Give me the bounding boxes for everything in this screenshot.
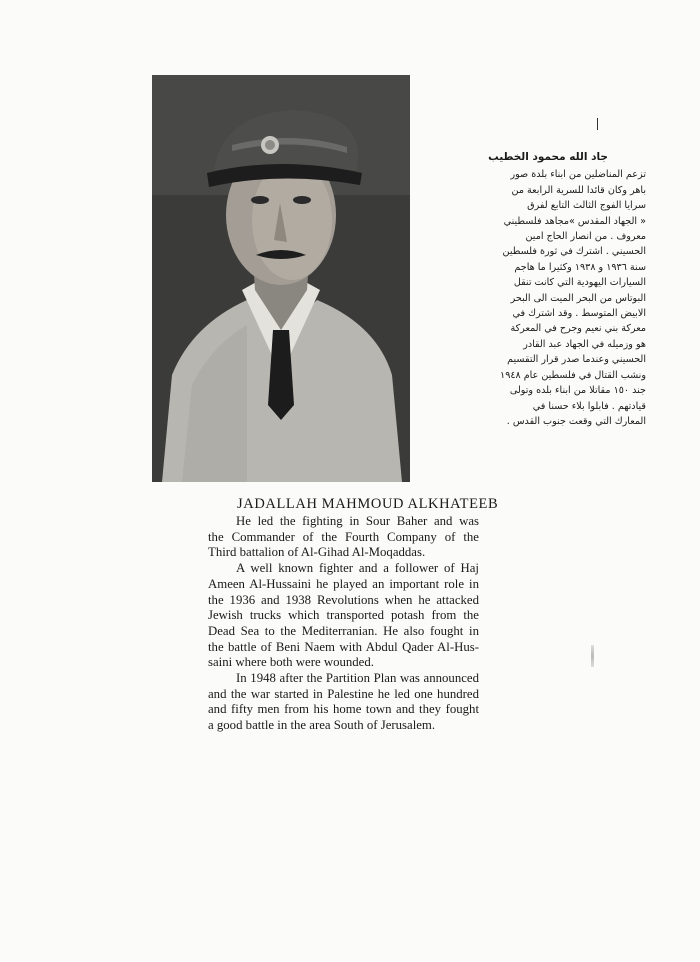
arabic-line: الحسيني . اشترك في ثورة فلسطين xyxy=(502,246,646,258)
arabic-line: باهر وكان قائدا للسرية الرابعة من xyxy=(511,184,646,196)
english-line: a good battle in the area South of Jerusalem. xyxy=(208,718,436,733)
arabic-line: ونشب القتال في فلسطين عام ١٩٤٨ xyxy=(500,369,646,381)
arabic-line: البوتاس من البحر الميت الى البحر xyxy=(510,292,646,304)
arabic-line: السيارات اليهودية التي كانت تنقل xyxy=(513,277,646,289)
arabic-line: الحسيني وعندما صدر قرار التقسيم xyxy=(507,354,646,366)
arabic-line: سنة ١٩٣٦ و ١٩٣٨ وكثيرا ما هاجم xyxy=(514,261,646,273)
portrait-photo xyxy=(152,75,410,482)
arabic-line: المعارك التي وقعت جنوب القدس . xyxy=(506,415,646,427)
english-title: JADALLAH MAHMOUD ALKHATEEB xyxy=(237,496,499,512)
english-line: Jewish trucks which transported potash from the xyxy=(208,608,479,623)
arabic-line: جند ١٥٠ مقاتلا من ابناء بلده وتولى xyxy=(509,385,646,397)
english-line: He led the fighting in Sour Baher and was xyxy=(236,514,479,528)
english-line: saini where both were wounded. xyxy=(208,655,374,670)
arabic-line: معروف . من انصار الحاج امين xyxy=(525,231,646,243)
english-line: In 1948 after the Partition Plan was announced xyxy=(236,671,479,686)
english-line: the Commander of the Fourth Company of the xyxy=(208,529,479,544)
arabic-line: معركة بني نعيم وجرح في المعركة xyxy=(510,323,646,335)
arabic-line: تزعم المناضلين من ابناء بلدة صور xyxy=(510,169,646,181)
arabic-line: قيادتهم . فابلوا بلاء حسنا في xyxy=(532,400,646,412)
arabic-line: الابيض المتوسط . وقد اشترك في xyxy=(512,308,646,320)
arabic-title: جاد الله محمود الخطيب xyxy=(488,151,608,163)
english-line: and the war started in Palestine he led one hundred xyxy=(208,686,479,701)
english-line: Third battalion of Al-Gihad Al-Moqaddas. xyxy=(208,545,426,560)
english-line: Ameen Al-Hussaini he played an important role in xyxy=(208,576,479,591)
arabic-line: هو وزميله في الجهاد عبد القادر xyxy=(523,338,646,350)
portrait-illustration xyxy=(152,75,410,482)
english-line: and fifty men from his home town and they fought xyxy=(208,702,479,717)
arabic-line: سرايا الفوج الثالث التابع لفرق xyxy=(527,200,646,212)
english-biography xyxy=(208,514,479,734)
corner-mark xyxy=(597,118,598,130)
english-line: Dead Sea to the Mediterranian. He also fought in xyxy=(208,623,479,638)
english-line: A well known fighter and a follower of Haj xyxy=(236,561,479,576)
arabic-biography xyxy=(418,150,646,429)
english-line: the battle of Beni Naem with Abdul Qader Al-Hus- xyxy=(208,639,479,654)
arabic-line: « الجهاد المقدس »مجاهد فلسطيني xyxy=(503,215,646,227)
english-line: the 1936 and 1938 Revolutions when he attacked xyxy=(208,592,479,607)
margin-mark xyxy=(591,645,594,667)
